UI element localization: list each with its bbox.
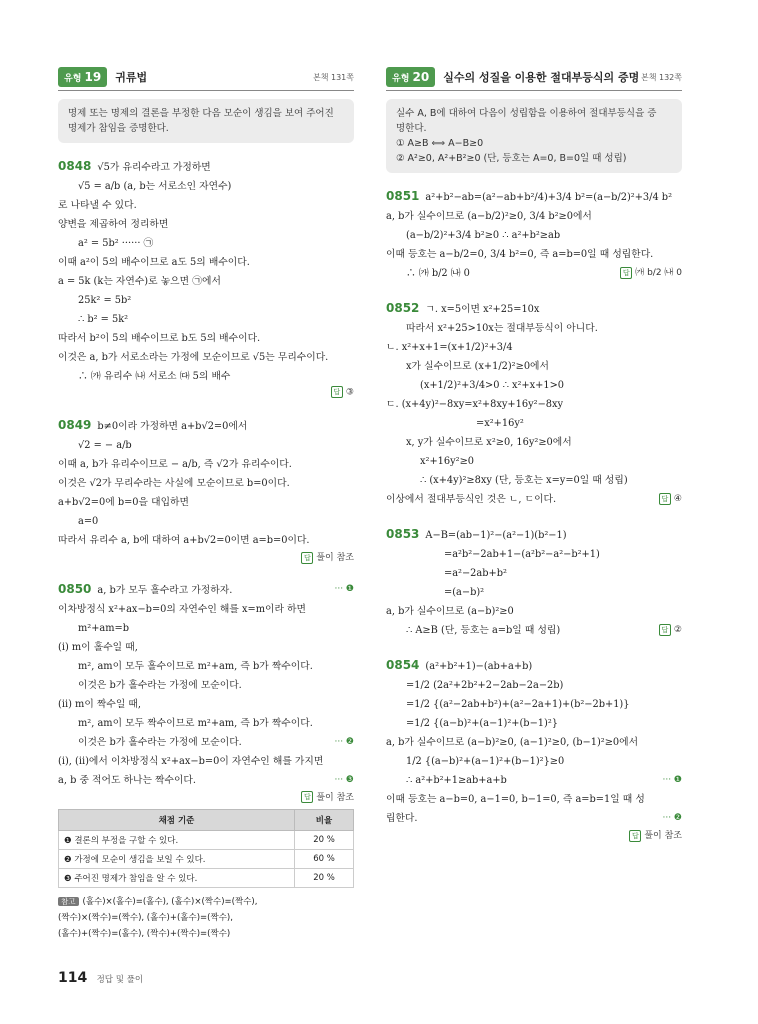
table-cell: 20 % [295,869,354,888]
table-row [59,850,354,869]
answer [58,790,354,804]
section-tag: 유형 19 [58,67,107,87]
answer-text: ㈎ b/2 ㈏ 0 [635,268,682,278]
solution-line: ㄷ. (x+4y)²−8xy=x²+8xy+16y²−8xy [386,399,564,410]
problem-number: 0851 [386,189,420,203]
page-footer [58,970,143,986]
section-title: 귀류법 [115,71,148,84]
solution-line: x가 실수이므로 (x+1/2)²≥0에서 [406,361,549,372]
step-marker: ··· ❷ [334,736,354,747]
problem-0848 [58,157,354,398]
footer-label: 정답 및 풀이 [96,975,144,985]
solution-line: a=0 [78,516,99,527]
box-line: 실수 A, B에 대하여 다음이 성립함을 이용하여 절대부등식을 증 [396,108,657,119]
table-header: 비율 [295,810,354,831]
solution-line: =1/2 {(a−b)²+(a−1)²+(b−1)²} [406,718,559,729]
solution-line: m², am이 모두 짝수이므로 m²+am, 즉 b가 짝수이다. [78,717,313,729]
page-number: 114 [58,970,88,986]
note-tag: 참고 [58,897,79,906]
solution-line: 로 나타낼 수 있다. [58,200,137,211]
solution-line: 따라서 b²이 5의 배수이므로 b도 5의 배수이다. [58,333,261,344]
solution-line: ∴ (x+4y)²≥8xy (단, 등호는 x=y=0일 때 성립) [420,475,628,486]
solution-line: 25k² = 5b² [78,295,132,306]
box-line: 명한다. [396,123,427,134]
answer-icon: 답 [331,386,343,398]
solution-line: =a²b²−2ab+1−(a²b²−a²−b²+1) [444,549,600,560]
solution-line: a, b가 모두 홀수라고 가정하자. [97,584,233,596]
table-row [59,831,354,850]
problem-number: 0854 [386,658,420,672]
problem-number: 0853 [386,527,420,541]
solution-line: √5 = a/b (a, b는 서로소인 자연수) [78,181,232,192]
section-tag: 유형 20 [386,67,435,87]
solution-line: 이상에서 절대부등식인 것은 ㄴ, ㄷ이다. [386,494,557,505]
solution-line: x²+16y²≥0 [420,456,475,467]
solution-line: a²+b²−ab=(a²−ab+b²/4)+3/4 b²=(a−b/2)²+3/4 b² [425,192,672,203]
solution-line: ∴ A≥B (단, 등호는 a=b일 때 성립) [406,625,561,636]
solution-line: (a−b/2)²+3/4 b²≥0 ∴ a²+b²≥ab [406,230,561,241]
answer-icon: 답 [659,624,671,636]
step-marker: ··· ❸ [334,774,354,785]
answer [58,550,354,564]
solution-line: 이것은 √2가 무리수라는 사실에 모순이므로 b=0이다. [58,478,290,489]
section-title: 실수의 성질을 이용한 절대부등식의 증명 [443,71,640,84]
table-header: 채점 기준 [59,810,295,831]
solution-line: ∴ ㈎ 유리수 ㈏ 서로소 ㈐ 5의 배수 [78,371,231,382]
section-ref: 본책 132쪽 [641,72,682,82]
solution-line: 따라서 유리수 a, b에 대하여 a+b√2=0이면 a=b=0이다. [58,535,310,546]
grading-table [58,809,354,888]
solution-line: 이것은 a, b가 서로소라는 가정에 모순이므로 √5는 무리수이다. [58,352,329,363]
note-line: (짝수)×(짝수)=(짝수), (홀수)+(홀수)=(짝수), [58,913,233,923]
right-column [386,66,682,842]
solution-line: ∴ b² = 5k² [78,314,129,325]
problem-number: 0850 [58,581,92,596]
solution-line: ㄴ. x²+x+1=(x+1/2)²+3/4 [386,342,513,353]
answer-text: 풀이 참조 [644,831,682,841]
box-line: 명제 또는 명제의 결론을 부정한 다음 모순이 생김을 보여 주어진 [68,108,334,119]
solution-line: a, b가 실수이므로 (a−b/2)²≥0, 3/4 b²≥0에서 [386,211,592,222]
problem-number: 0849 [58,418,92,432]
solution-line: a, b 중 적어도 하나는 짝수이다. [58,774,197,786]
table-row [59,869,354,888]
solution-line: (x+1/2)²+3/4>0 ∴ x²+x+1>0 [420,380,565,391]
problem-0853 [386,525,682,640]
problem-number: 0848 [58,159,92,173]
answer-icon: 답 [301,552,313,564]
answer-icon: 답 [301,791,313,803]
solution-line: =1/2 {(a²−2ab+b²)+(a²−2a+1)+(b²−2b+1)} [406,699,630,710]
solution-line: a² = 5b² ······ ㉠ [78,238,154,249]
answer-text: ② [673,625,682,635]
answer [386,828,682,842]
solution-line: a, b가 실수이므로 (a−b)²≥0 [386,606,514,617]
answer-icon: 답 [629,830,641,842]
answer-text: ④ [673,494,682,504]
solution-line: =1/2 (2a²+2b²+2−2ab−2a−2b) [406,680,564,691]
table-cell: ❷ 가정에 모순이 생김을 보일 수 있다. [59,850,295,869]
note-line: (홀수)+(짝수)=(홀수), (짝수)+(짝수)=(짝수) [58,929,231,939]
solution-line: 이때 a²이 5의 배수이므로 a도 5의 배수이다. [58,257,250,268]
table-cell: 20 % [295,831,354,850]
solution-line: 1/2 {(a−b)²+(a−1)²+(b−1)²}≥0 [406,756,565,767]
answer-icon: 답 [659,493,671,505]
section-ref: 본책 131쪽 [313,72,354,82]
solution-line: =x²+16y² [476,418,524,429]
answer-text: 풀이 참조 [316,792,354,803]
solution-line: b≠0이라 가정하면 a+b√2=0에서 [97,421,248,432]
answer-icon: 답 [620,267,632,279]
solution-line: √5가 유리수라고 가정하면 [97,162,211,173]
solution-line: 이것은 b가 홀수라는 가정에 모순이다. [78,736,242,748]
box-line: ② A²≥0, A²+B²≥0 (단, 등호는 A=0, B=0일 때 성립) [396,153,627,164]
solution-line: 따라서 x²+25>10x는 절대부등식이 아니다. [406,323,598,334]
solution-line: =a²−2ab+b² [444,568,507,579]
answer-text: 풀이 참조 [316,553,354,563]
table-cell: ❶ 결론의 부정을 구할 수 있다. [59,831,295,850]
problem-0852 [386,299,682,509]
solution-line: 이때 a, b가 유리수이므로 − a/b, 즉 √2가 유리수이다. [58,459,292,470]
solution-line: a, b가 실수이므로 (a−b)²≥0, (a−1)²≥0, (b−1)²≥0에서 [386,737,639,748]
solution-line: ∴ a²+b²+1≥ab+a+b [406,775,507,786]
solution-line: x, y가 실수이므로 x²≥0, 16y²≥0에서 [406,437,572,448]
note [58,894,354,942]
solution-line: (i) m이 홀수일 때, [58,641,138,653]
step-marker: ··· ❶ [662,775,682,785]
answer-text: ③ [345,387,354,398]
section-header-20 [386,66,682,91]
box-line: ① A≥B ⟺ A−B≥0 [396,138,484,149]
step-marker: ··· ❶ [334,583,354,594]
solution-line: m², am이 모두 홀수이므로 m²+am, 즉 b가 짝수이다. [78,660,313,672]
solution-line: 이때 등호는 a−b=0, a−1=0, b−1=0, 즉 a=b=1일 때 성 [386,794,645,805]
table-cell: 60 % [295,850,354,869]
table-cell: ❸ 주어진 명제가 참임을 알 수 있다. [59,869,295,888]
solution-line: 이차방정식 x²+ax−b=0의 자연수인 해를 x=m이라 하면 [58,603,306,615]
solution-line: 이때 등호는 a−b/2=0, 3/4 b²=0, 즉 a=b=0일 때 성립한다. [386,249,654,260]
concept-box [58,99,354,143]
solution-line: 이것은 b가 홀수라는 가정에 모순이다. [78,679,242,691]
problem-0849 [58,416,354,564]
solution-line: a+b√2=0에 b=0을 대입하면 [58,497,189,508]
step-marker: ··· ❷ [662,813,682,823]
concept-box [386,99,682,173]
solution-line: ∴ ㈎ b/2 ㈏ 0 [406,268,470,279]
problem-0854 [386,656,682,842]
solution-line: A−B=(ab−1)²−(a²−1)(b²−1) [425,530,567,541]
answer [58,386,354,398]
note-line: (홀수)×(홀수)=(홀수), (홀수)×(짝수)=(짝수), [82,897,258,907]
solution-line: (i), (ii)에서 이차방정식 x²+ax−b=0이 자연수인 해를 가지면 [58,755,324,767]
problem-0851 [386,187,682,283]
left-column [58,66,354,942]
problem-0850 [58,580,354,943]
solution-line: a = 5k (k는 자연수)로 놓으면 ㉠에서 [58,276,221,287]
solution-line: 양변을 제곱하여 정리하면 [58,219,169,230]
solution-line: m²+am=b [78,622,130,634]
problem-number: 0852 [386,301,420,315]
solution-line: =(a−b)² [444,587,485,598]
solution-line: ㄱ. x=5이면 x²+25=10x [425,304,540,315]
solution-line: (a²+b²+1)−(ab+a+b) [425,661,533,672]
box-line: 명제가 참임을 증명한다. [68,123,169,134]
solution-line: √2 = − a/b [78,440,132,451]
solution-line: 립한다. [386,813,418,824]
section-header-19 [58,66,354,91]
solution-line: (ii) m이 짝수일 때, [58,698,141,710]
